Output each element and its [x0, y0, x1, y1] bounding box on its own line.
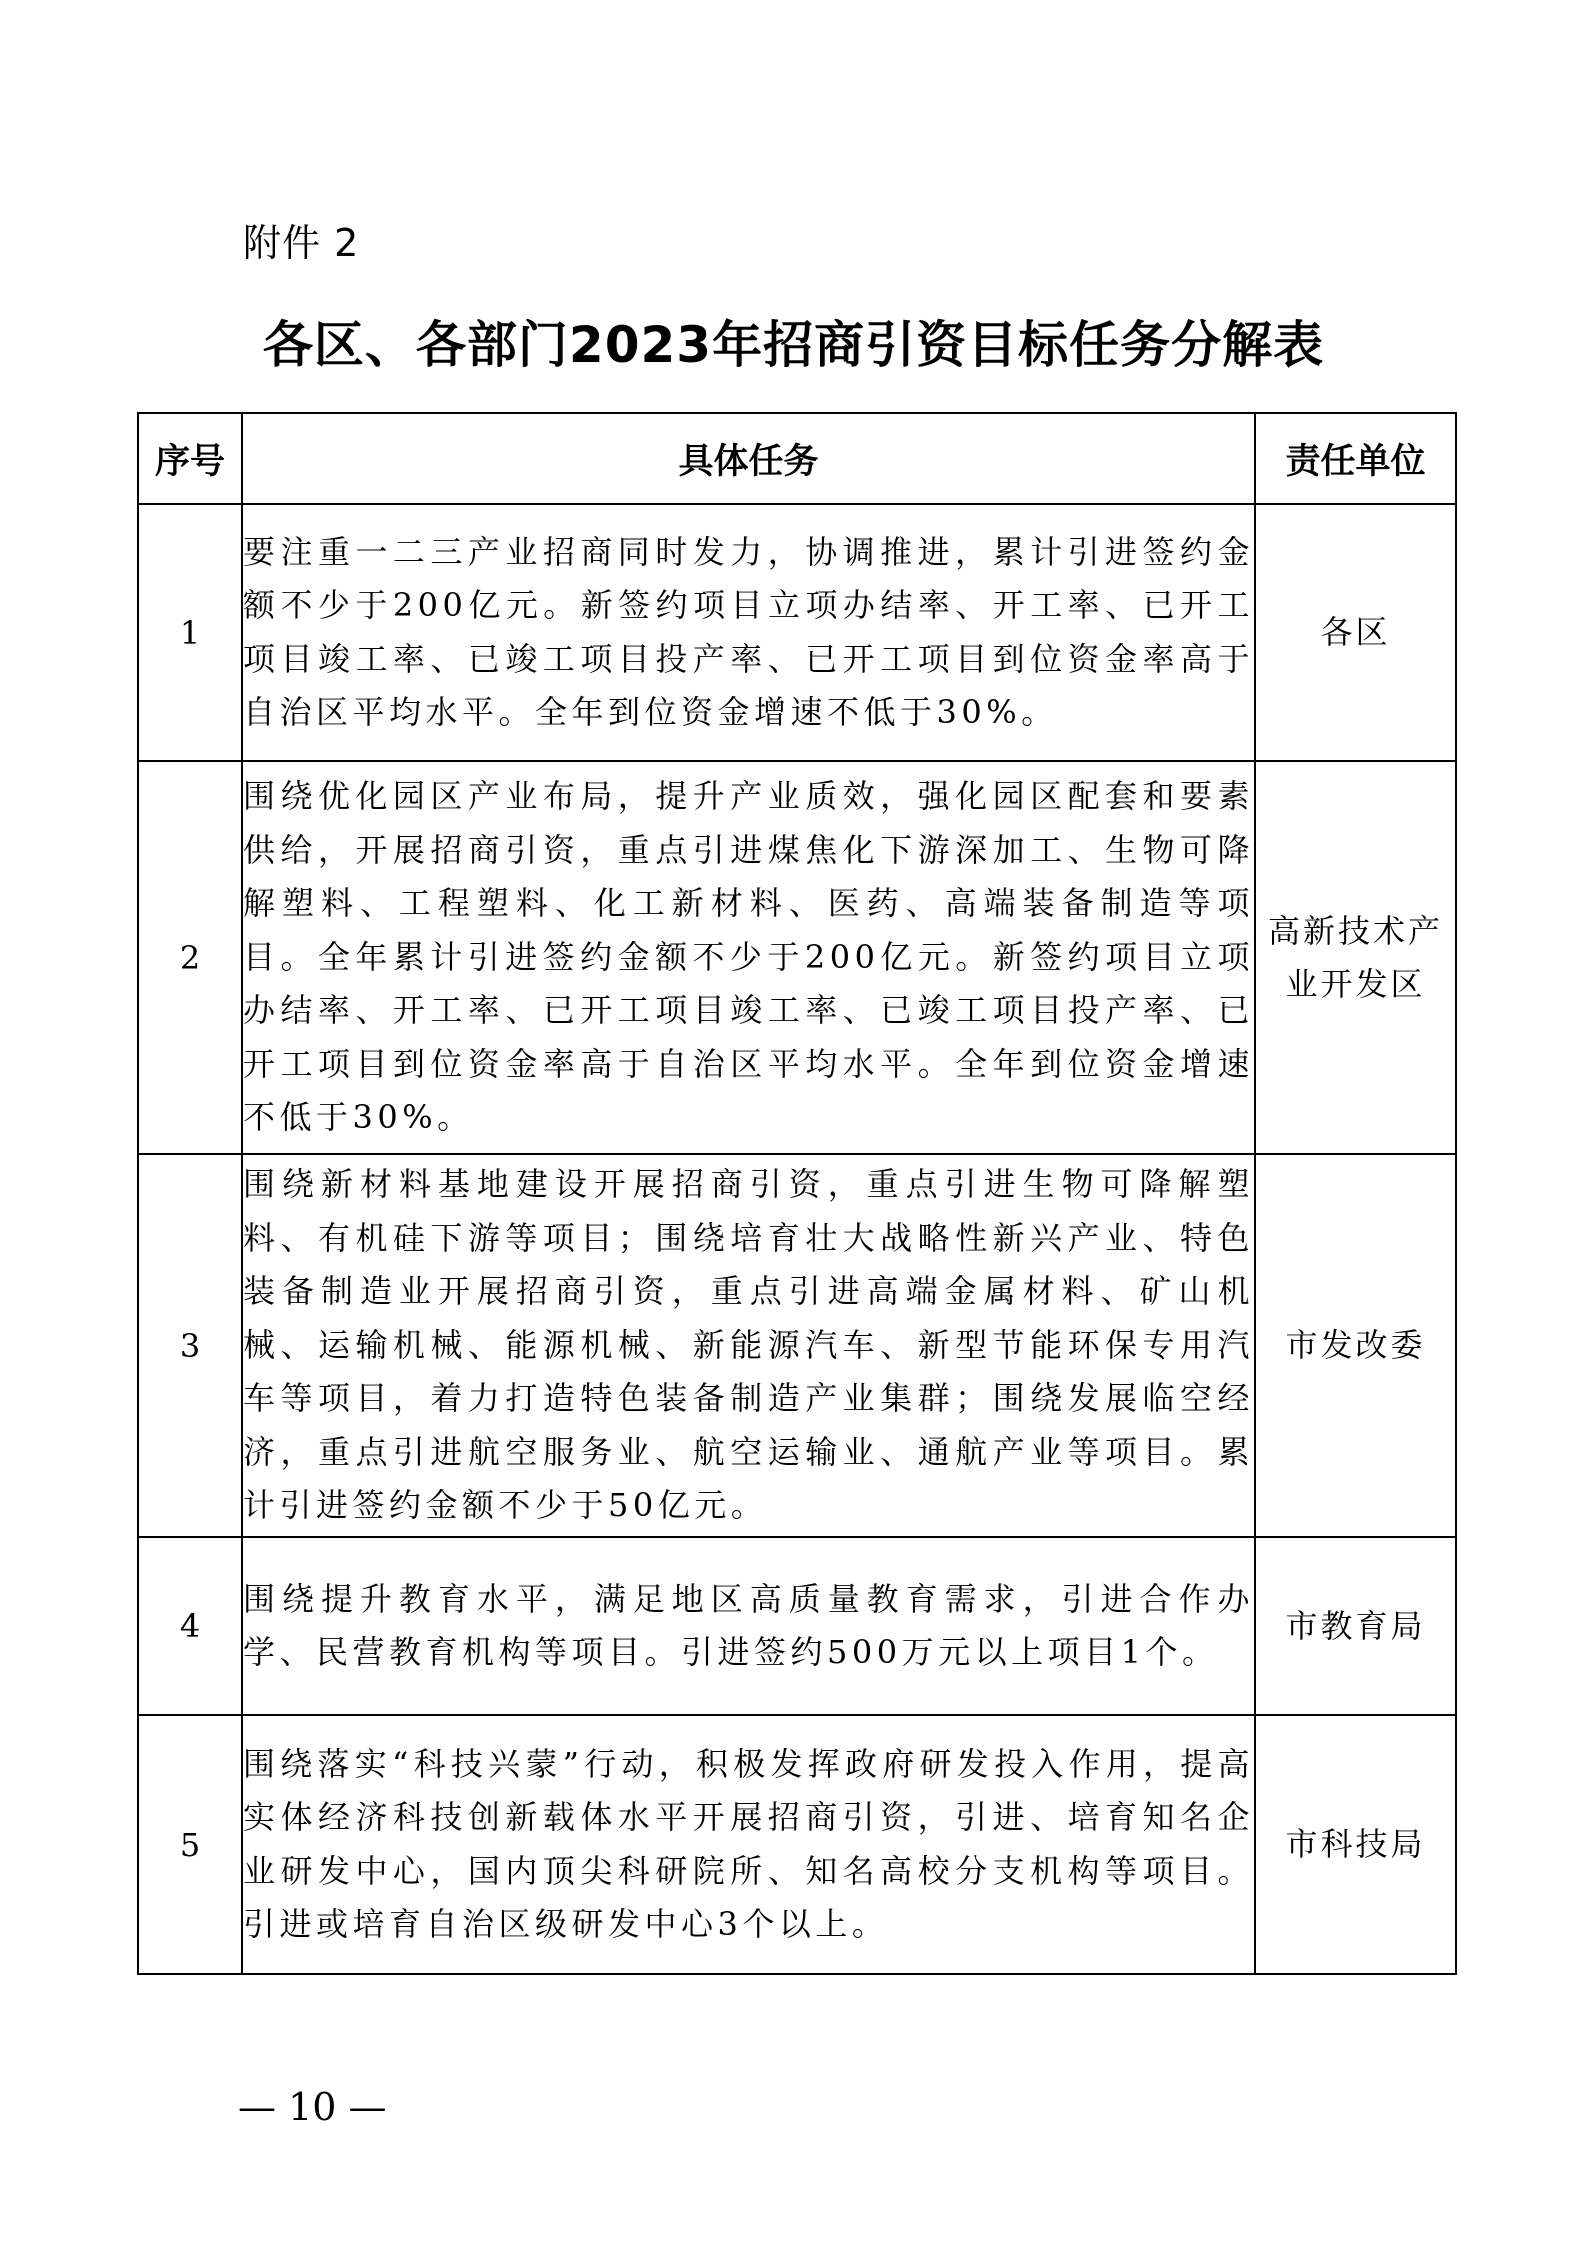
row-task-text: 围绕提升教育水平，满足地区高质量教育需求，引进合作办学、民营教育机构等项目。引进签约500万元以上项目1个。 [242, 1537, 1255, 1715]
row-task-text: 围绕优化园区产业布局，提升产业质效，强化园区配套和要素供给，开展招商引资，重点引进煤焦化下游深加工、生物可降解塑料、工程塑料、化工新材料、医药、高端装备制造等项目。全年累计引进签约金额不少于200亿元。新签约项目立项办结率、开工率、已开工项目竣工率、已竣工项目投产率、已开工项目到位资金率高于自治区平均水平。全年到位资金增速不低于30%。 [242, 761, 1255, 1154]
attachment-label: 附件 2 [243, 221, 360, 265]
table-row [138, 1537, 1456, 1715]
header-responsible-unit: 责任单位 [1255, 413, 1456, 504]
row-task-text: 要注重一二三产业招商同时发力，协调推进，累计引进签约金额不少于200亿元。新签约项目立项办结率、开工率、已开工项目竣工率、已竣工项目投产率、已开工项目到位资金率高于自治区平均水平。全年到位资金增速不低于30%。 [242, 504, 1255, 761]
row-task-text: 围绕落实“科技兴蒙”行动，积极发挥政府研发投入作用，提高实体经济科技创新载体水平开展招商引资，引进、培育知名企业研发中心，国内顶尖科研院所、知名高校分支机构等项目。引进或培育自治区级研发中心3个以上。 [242, 1715, 1255, 1974]
table-header-row [138, 413, 1456, 504]
row-responsible-unit: 各区 [1255, 504, 1456, 761]
row-serial-number: 3 [138, 1154, 242, 1537]
table-row [138, 1154, 1456, 1537]
row-responsible-unit: 市教育局 [1255, 1537, 1456, 1715]
row-serial-number: 4 [138, 1537, 242, 1715]
table-row [138, 761, 1456, 1154]
header-specific-task: 具体任务 [242, 413, 1255, 504]
row-responsible-unit: 市科技局 [1255, 1715, 1456, 1974]
row-serial-number: 2 [138, 761, 242, 1154]
task-breakdown-table [137, 412, 1457, 1975]
page-title: 各区、各部门2023年招商引资目标任务分解表 [262, 316, 1325, 374]
row-serial-number: 1 [138, 504, 242, 761]
row-responsible-unit: 高新技术产业开发区 [1255, 761, 1456, 1154]
table-row [138, 504, 1456, 761]
row-serial-number: 5 [138, 1715, 242, 1974]
row-task-text: 围绕新材料基地建设开展招商引资，重点引进生物可降解塑料、有机硅下游等项目；围绕培育壮大战略性新兴产业、特色装备制造业开展招商引资，重点引进高端金属材料、矿山机械、运输机械、能源机械、新能源汽车、新型节能环保专用汽车等项目，着力打造特色装备制造产业集群；围绕发展临空经济，重点引进航空服务业、航空运输业、通航产业等项目。累计引进签约金额不少于50亿元。 [242, 1154, 1255, 1537]
page-number: — 10 — [238, 2085, 387, 2129]
header-serial-number: 序号 [138, 413, 242, 504]
table-row [138, 1715, 1456, 1974]
row-responsible-unit: 市发改委 [1255, 1154, 1456, 1537]
